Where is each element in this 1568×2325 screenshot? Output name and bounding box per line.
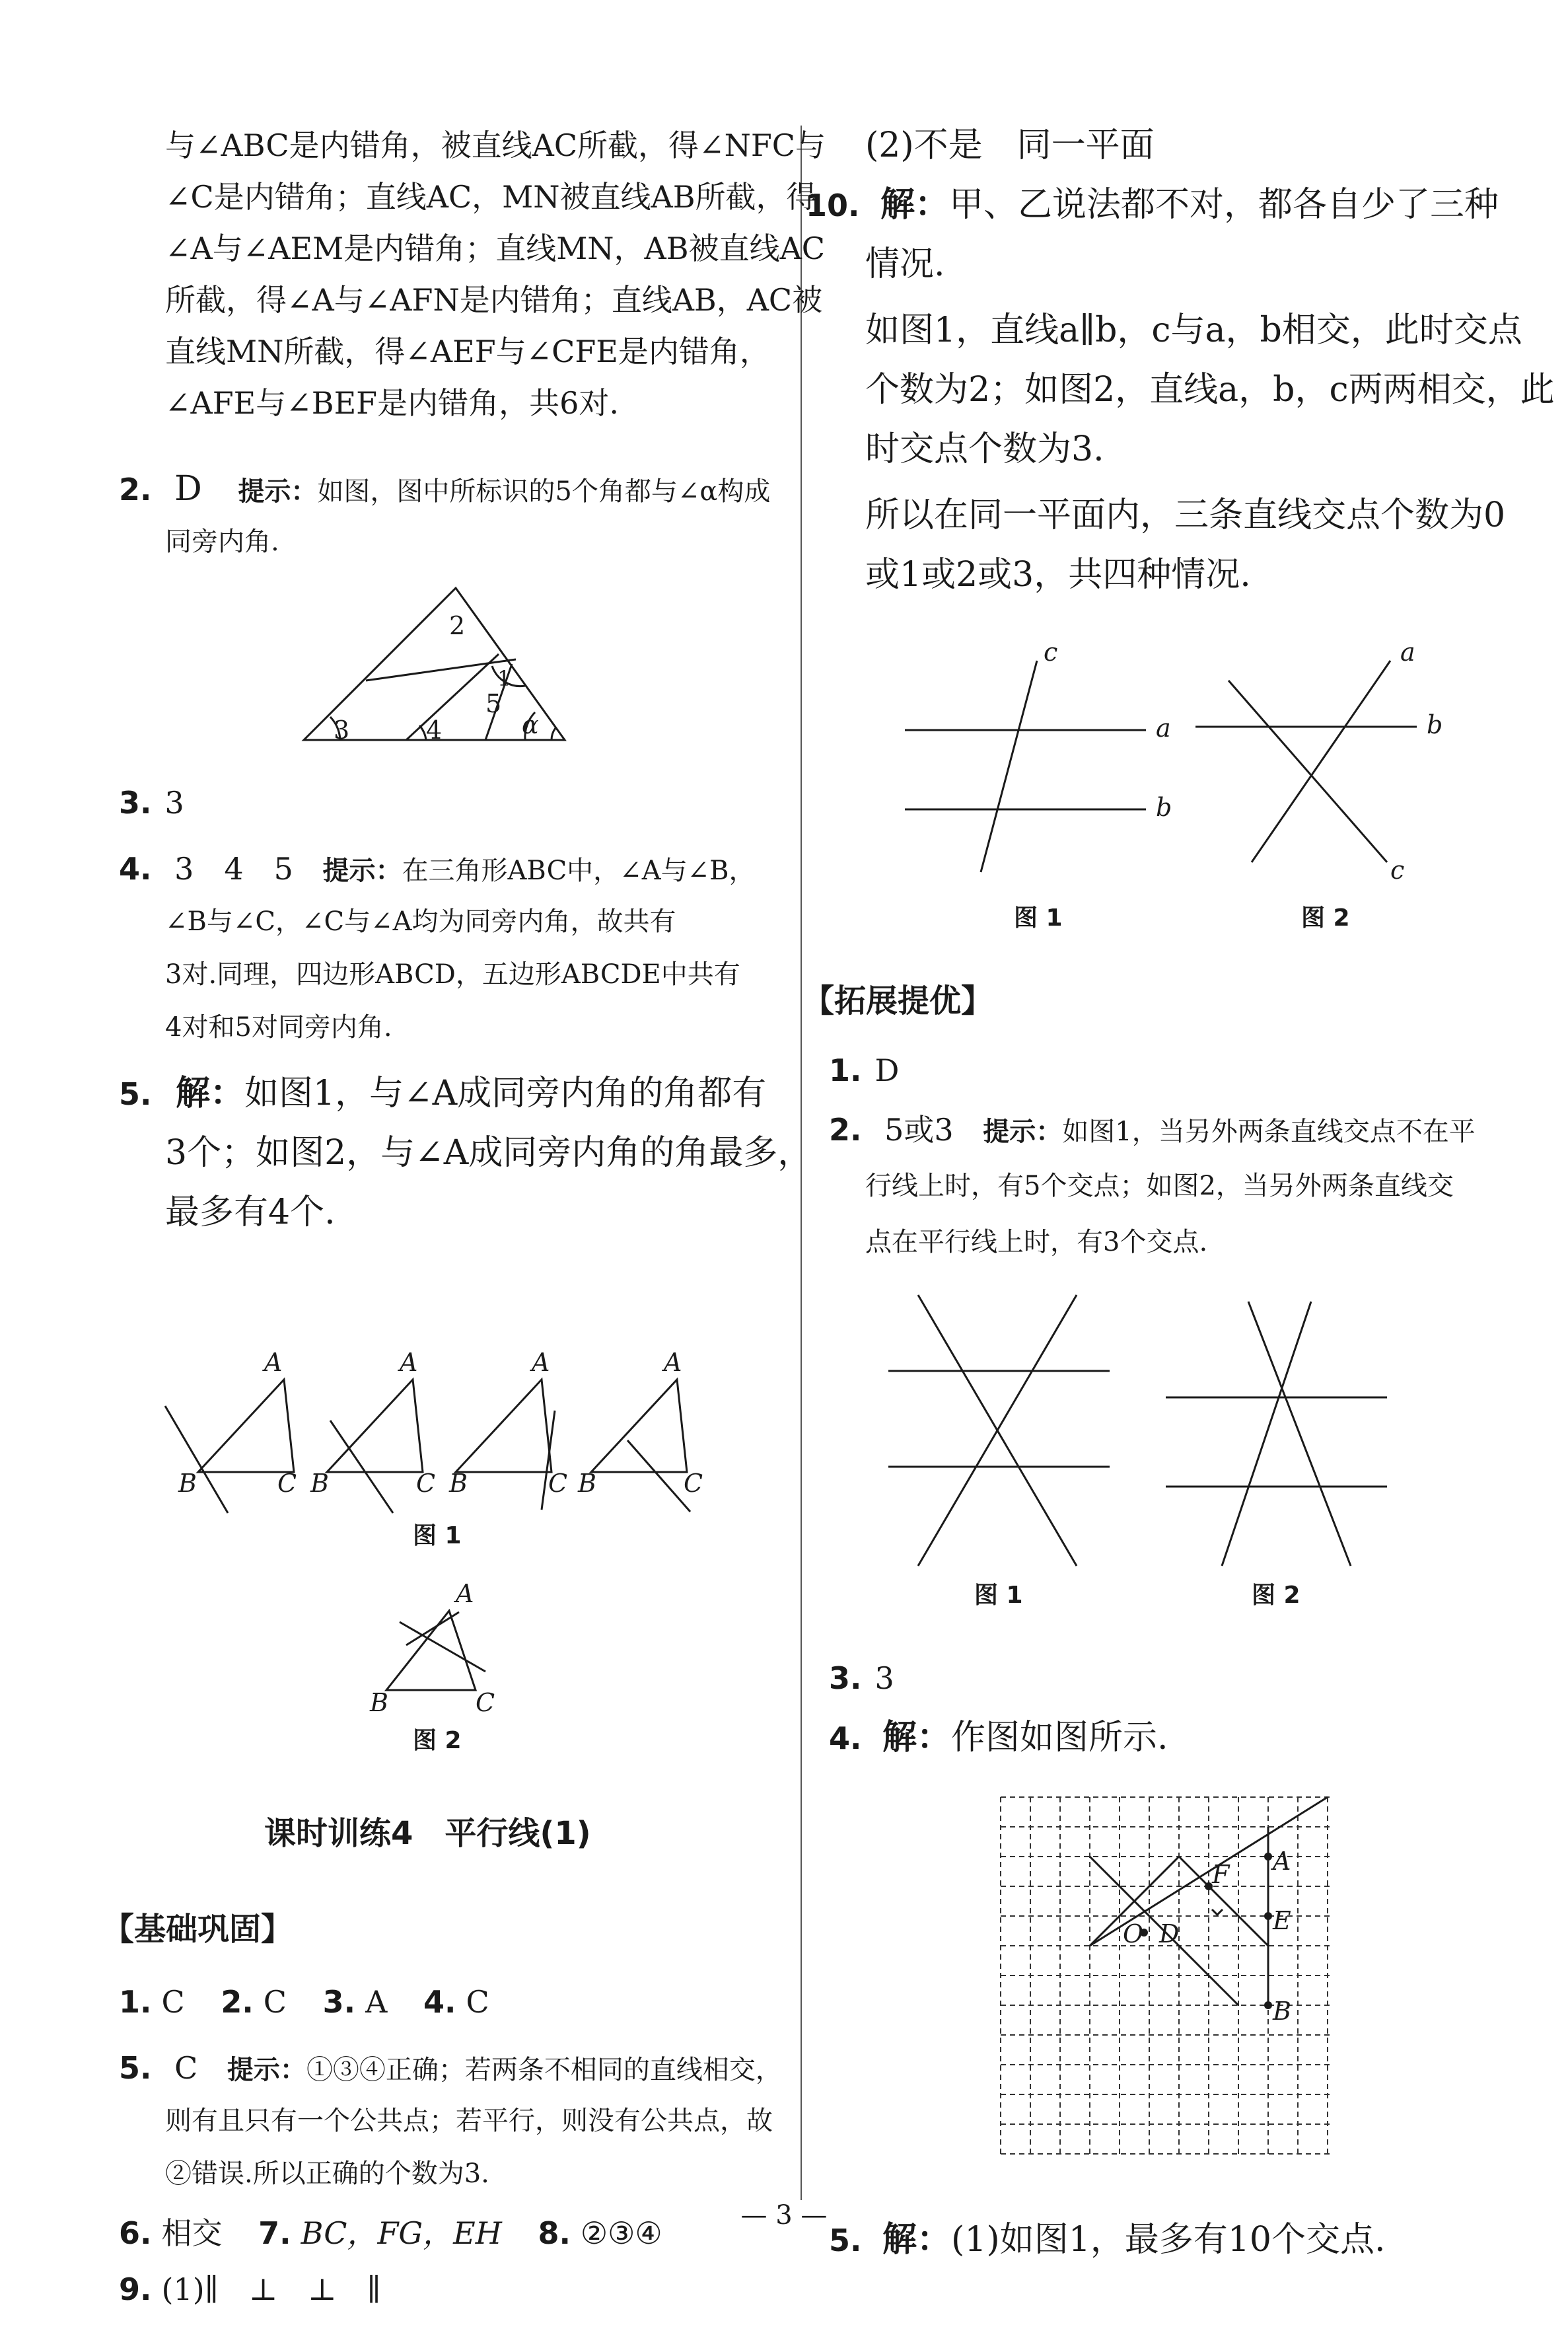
vertex-label: C	[416, 1469, 436, 1498]
answers-row-6: 6. 相交 7. BC，FG，EH 8. ②③④	[119, 2215, 662, 2251]
q10-line: 时交点个数为3.	[865, 429, 1104, 469]
heading-basic: 【基础巩固】	[102, 1911, 293, 1948]
q4-hint-line: 3对.同理，四边形ABCD，五边形ABCDE中共有	[165, 959, 740, 990]
point-e	[1264, 1912, 1272, 1920]
cut-line	[400, 1622, 485, 1672]
q1-cont-line: 直线MN所截，得∠AEF与∠CFE是内错角，	[165, 334, 770, 369]
q1-cont-line: 与∠ABC是内错角，被直线AC所截，得∠NFC与	[165, 128, 826, 163]
q1-cont-line: ∠C是内错角；直线AC，MN被直线AB所截，得	[165, 179, 817, 215]
point-a	[1264, 1853, 1272, 1861]
q10-line: 个数为2；如图2，直线a，b，c两两相交，此	[865, 370, 1555, 410]
q3-item: 3. 3	[119, 785, 184, 821]
vertex-label: C	[277, 1469, 297, 1498]
point-b	[1264, 2001, 1272, 2009]
angle-label: 3	[334, 716, 350, 745]
q1-cont-line: 所截，得∠A与∠AFN是内错角；直线AB，AC被	[165, 282, 823, 318]
line-label: c	[1044, 638, 1058, 667]
e1-item: 1. D	[829, 1052, 900, 1088]
q5b-hint-line: 则有且只有一个公共点；若平行，则没有公共点，故	[165, 2106, 773, 2136]
line-label: a	[1156, 714, 1171, 743]
point-label: F	[1212, 1860, 1230, 1889]
vertex-label: B	[178, 1469, 197, 1498]
e2-hint-line: 行线上时，有5个交点；如图2，当另外两条直线交	[865, 1171, 1454, 1201]
q1-cont-line: ∠A与∠AEM是内错角；直线MN，AB被直线AC	[165, 231, 825, 266]
line-label: b	[1156, 793, 1172, 822]
e4-grid-figure	[822, 112, 1483, 2293]
vertex-label: A	[456, 1579, 474, 1608]
q10-line: 或1或2或3，共四种情况.	[865, 555, 1251, 595]
line-label: c	[1390, 856, 1405, 885]
right-angle-mark	[1212, 1909, 1223, 1915]
figure-caption: 图 1	[1014, 904, 1063, 932]
line-label: a	[1400, 638, 1415, 667]
figure-caption: 图 2	[413, 1727, 462, 1754]
e5-item: 5. 解：(1)如图1，最多有10个交点.	[829, 2219, 1386, 2260]
q4-hint-line: ∠B与∠C，∠C与∠A均为同旁内角，故共有	[165, 906, 676, 937]
line-label: b	[1427, 710, 1443, 739]
e3-item: 3. 3	[829, 1660, 894, 1696]
q5-figure-2	[116, 112, 776, 1764]
q1-cont-line: ∠AFE与∠BEF是内错角，共6对.	[165, 385, 619, 421]
q5b-hint-line: ②错误.所以正确的个数为3.	[165, 2159, 489, 2189]
q10-line: 情况.	[865, 244, 945, 284]
q5-line: 3个；如图2，与∠A成同旁内角的角最多，	[165, 1133, 812, 1173]
vertex-label: A	[400, 1348, 418, 1377]
angle-label: 5	[485, 689, 502, 718]
vertex-label: C	[476, 1688, 495, 1717]
q10-line: 如图1，直线a∥b，c与a，b相交，此时交点	[865, 311, 1522, 350]
vertex-label: A	[264, 1348, 283, 1377]
figure-caption: 图 1	[413, 1522, 462, 1549]
page-number: — 3 —	[740, 2200, 828, 2231]
vertex-label: A	[664, 1348, 682, 1377]
e2-item: 2. 5或3 提示：如图1，当另外两条直线交点不在平	[829, 1112, 1476, 1148]
q10-item: 10. 解：甲、乙说法都不对，都各自少了三种	[806, 184, 1499, 225]
vertex-label: B	[449, 1469, 468, 1498]
q10-line: 所以在同一平面内，三条直线交点个数为0	[865, 496, 1506, 535]
q5-item: 5. 解：如图1，与∠A成同旁内角的角都有	[119, 1073, 767, 1113]
vertex-label: B	[310, 1469, 329, 1498]
e2-hint-line: 点在平行线上时，有3个交点.	[865, 1227, 1208, 1257]
figure-caption: 图 1	[974, 1582, 1023, 1609]
angle-label: 4	[426, 716, 443, 745]
heading-extend: 【拓展提优】	[802, 982, 993, 1019]
point-label: O	[1123, 1919, 1144, 1948]
figure-caption: 图 2	[1301, 904, 1350, 932]
point-label: A	[1273, 1847, 1291, 1876]
point-label: E	[1273, 1906, 1291, 1935]
q4-hint-line: 4对和5对同旁内角.	[165, 1012, 392, 1043]
vertex-label: B	[578, 1469, 596, 1498]
section-title: 课时训练4 平行线(1)	[264, 1815, 591, 1852]
q5-line: 最多有4个.	[165, 1193, 336, 1232]
point-label: D	[1159, 1919, 1180, 1948]
angle-label: 2	[449, 611, 466, 640]
q2-hint-line: 同旁内角.	[165, 527, 279, 557]
q4-item: 4. 3 4 5 提示：在三角形ABC中，∠A与∠B，	[119, 851, 756, 887]
vertex-label: C	[684, 1469, 703, 1498]
vertex-label: C	[548, 1469, 568, 1498]
q5b-item: 5. C 提示：①③④正确；若两条不相同的直线相交，	[119, 2050, 782, 2086]
angle-label: α	[522, 710, 539, 739]
answers-row-9: 9. (1)∥ ⊥ ⊥ ∥	[119, 2271, 381, 2307]
q9-part-2: (2)不是 同一平面	[865, 126, 1155, 165]
e4-item: 4. 解：作图如图所示.	[829, 1717, 1168, 1757]
vertex-label: A	[532, 1348, 550, 1377]
figure-caption: 图 2	[1252, 1582, 1301, 1609]
point-label: B	[1273, 1997, 1291, 2026]
q2-item: 2. D 提示：如图，图中所标识的5个角都与∠α构成	[119, 469, 771, 509]
vertex-label: B	[370, 1688, 388, 1717]
answers-row-1: 1. C 2. C 3. A 4. C	[119, 1984, 489, 2020]
angle-label: 1	[497, 666, 511, 691]
